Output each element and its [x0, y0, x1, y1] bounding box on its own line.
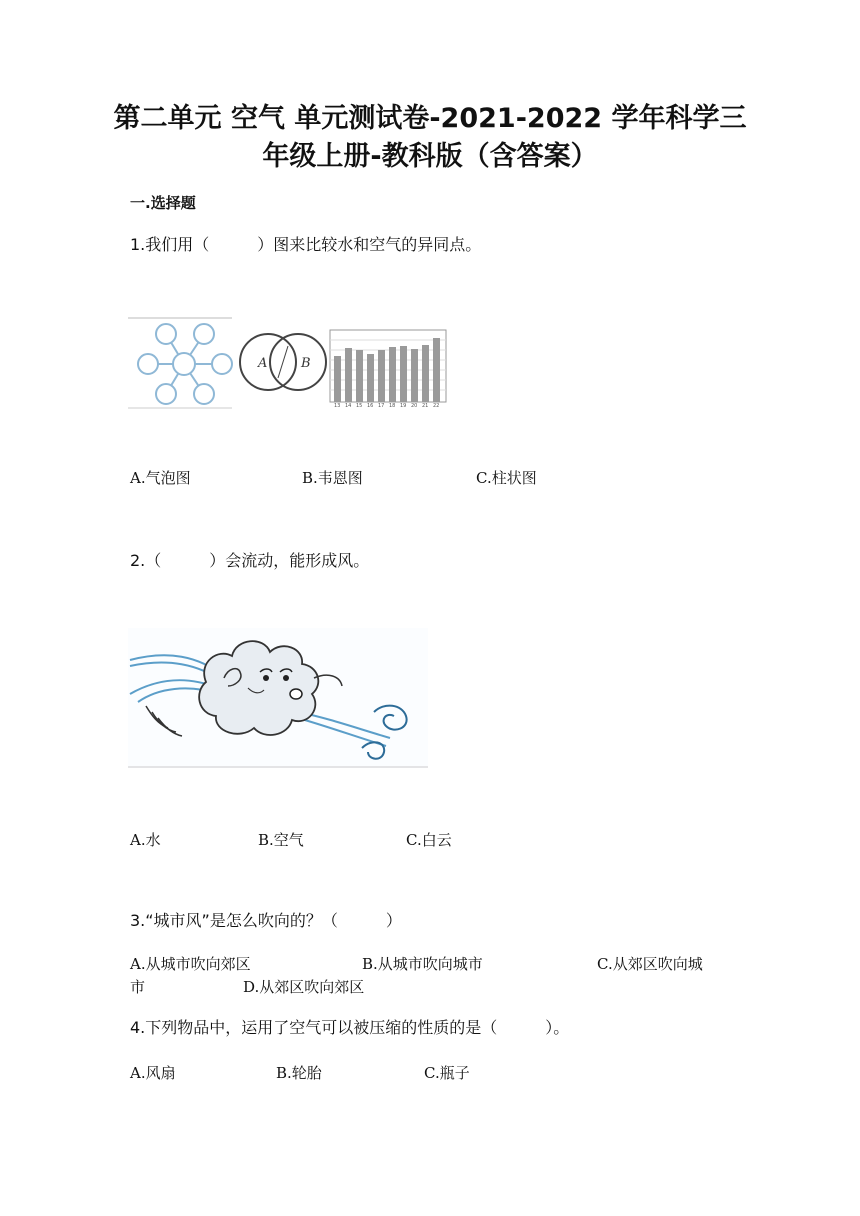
- title-line-2: 年级上册-教科版（含答案）: [262, 141, 598, 172]
- title-line-1: 第二单元 空气 单元测试卷-2021-2022 学年科学三: [113, 103, 747, 134]
- bar-tick: 18: [389, 403, 396, 409]
- question-4-option-b: B.轮胎: [276, 1064, 322, 1082]
- question-4-option-c: C.瓶子: [424, 1064, 470, 1082]
- question-4-option-a: A.风扇: [130, 1064, 176, 1082]
- venn-label-a: A: [258, 356, 268, 371]
- question-3-option-b: B.从城市吹向城市: [362, 955, 483, 973]
- bar-tick: 16: [367, 403, 374, 409]
- bar-tick: 14: [345, 403, 352, 409]
- bar-tick: 20: [411, 403, 418, 409]
- question-1-stem: 1.我们用（ ）图来比较水和空气的异同点。: [130, 235, 482, 254]
- question-1-option-c: C.柱状图: [476, 469, 537, 487]
- question-2-stem: 2.（ ）会流动，能形成风。: [130, 551, 370, 570]
- bar-chart-diagram: [330, 330, 446, 409]
- bar-tick: 21: [422, 403, 429, 409]
- page-title: [100, 100, 760, 176]
- bar-tick: 15: [356, 403, 363, 409]
- question-1-option-b: B.韦恩图: [302, 469, 363, 487]
- question-3-option-d: D.从郊区吹向郊区: [243, 978, 365, 996]
- bar-tick: 13: [334, 403, 341, 409]
- bar-tick: 17: [378, 403, 385, 409]
- question-2-option-b: B.空气: [258, 831, 304, 849]
- question-3-option-c-wrap: 市: [130, 978, 146, 996]
- question-3-option-c: C.从郊区吹向城: [597, 955, 703, 973]
- section-heading: 一.选择题: [130, 194, 196, 212]
- bar-tick: 19: [400, 403, 407, 409]
- question-1-option-a: A.气泡图: [130, 469, 191, 487]
- bubble-map-diagram: [138, 324, 232, 404]
- question-3-stem: 3.“城市风”是怎么吹向的？（ ）: [130, 911, 402, 930]
- question-3-option-a: A.从城市吹向郊区: [130, 955, 251, 973]
- wind-cloud-illustration: [128, 628, 428, 768]
- question-1-figures: [128, 316, 448, 412]
- venn-diagram: [240, 334, 326, 390]
- question-2-option-a: A.水: [130, 831, 161, 849]
- question-2-option-c: C.白云: [406, 831, 452, 849]
- question-4-stem: 4.下列物品中，运用了空气可以被压缩的性质的是（ ）。: [130, 1018, 570, 1037]
- venn-label-b: B: [301, 356, 311, 371]
- bar-tick: 22: [433, 403, 440, 409]
